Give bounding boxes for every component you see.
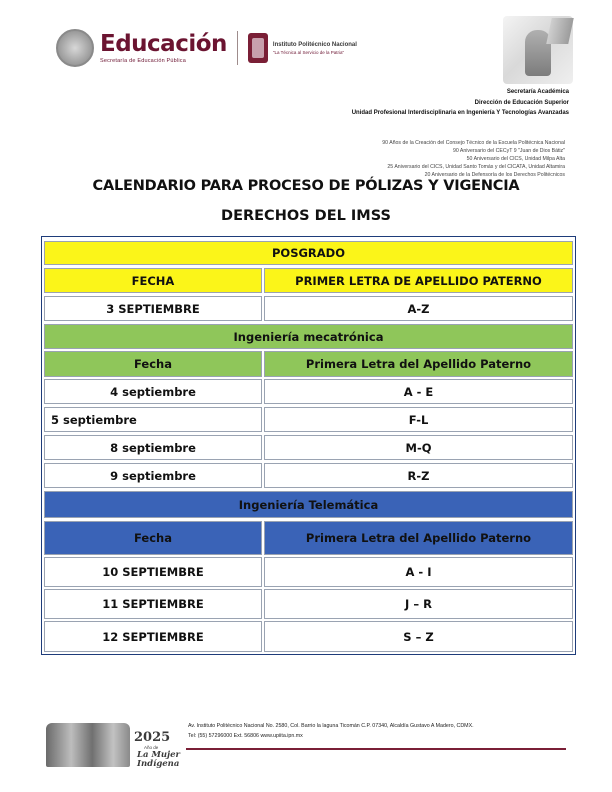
footer-mujer-indigena — [137, 751, 180, 769]
column-header-date: Fecha — [44, 351, 262, 377]
institution-line: Secretaría Académica — [506, 89, 569, 95]
institution-line: Dirección de Educación Superior — [474, 99, 569, 106]
column-header-letter: Primera Letra del Apellido Paterno — [264, 521, 573, 555]
letter-range-cell: A - I — [264, 557, 573, 587]
footer-rule — [186, 748, 566, 750]
logo-divider — [237, 31, 238, 65]
date-cell: 8 septiembre — [44, 435, 262, 460]
ipn-logo-text — [273, 42, 357, 55]
column-header-date: FECHA — [44, 268, 262, 293]
anniversary-line: 25 Aniversario del CICS, Unidad Santo Tomás y del CICATA, Unidad Altamira — [387, 164, 565, 170]
section-heading-mecatronica: Ingeniería mecatrónica — [44, 324, 573, 349]
letter-range-cell: A-Z — [264, 296, 573, 321]
anniversary-line: 90 Años de la Creación del Consejo Técnico de la Escuela Politécnica Nacional — [382, 140, 565, 146]
footer-year: 2025 — [134, 730, 171, 745]
ipn-logo-icon — [248, 33, 268, 63]
footer-mujer-line: La Mujer — [137, 750, 180, 760]
sep-logo — [100, 32, 227, 64]
letter-range-cell: F-L — [264, 407, 573, 432]
letter-range-cell: M-Q — [264, 435, 573, 460]
date-cell: 4 septiembre — [44, 379, 262, 404]
institution-block — [352, 87, 569, 119]
section-heading-telematica: Ingeniería Telemática — [44, 491, 573, 518]
section-heading-posgrado: POSGRADO — [44, 241, 573, 265]
date-cell: 9 septiembre — [44, 463, 262, 488]
column-header-date: Fecha — [44, 521, 262, 555]
letter-range-cell: R-Z — [264, 463, 573, 488]
sep-seal-icon — [56, 29, 94, 67]
column-header-letter: Primera Letra del Apellido Paterno — [264, 351, 573, 377]
letter-range-cell: J – R — [264, 589, 573, 619]
header-logos — [56, 26, 357, 70]
ipn-name: Instituto Politécnico Nacional — [272, 41, 357, 48]
document-title-line2: DERECHOS DEL IMSS — [221, 208, 391, 224]
flag-statue-image — [503, 16, 573, 84]
letter-range-cell: S – Z — [264, 621, 573, 652]
anniversary-line: 20 Aniversario de la Defensoría de los Derechos Politécnicos — [424, 172, 565, 178]
calendar-table — [41, 236, 576, 655]
anniversaries-block — [382, 139, 565, 179]
document-title-line1: CALENDARIO PARA PROCESO DE PÓLIZAS Y VIGENCIA — [92, 178, 520, 194]
date-cell: 3 SEPTIEMBRE — [44, 296, 262, 321]
footer-mujer-line: Indígena — [137, 759, 180, 769]
footer-phone: Tel: (55) 57296000 Ext. 56806 www.upiita.ipn.mx — [188, 733, 303, 739]
date-cell: 5 septiembre — [44, 407, 262, 432]
education-title: Educación — [100, 31, 227, 57]
footer-contact — [188, 721, 474, 741]
institution-line: Unidad Profesional Interdisciplinaria en Ingeniería Y Tecnologías Avanzadas — [351, 110, 569, 116]
column-header-letter: PRIMER LETRA DE APELLIDO PATERNO — [264, 268, 573, 293]
footer-anio-label: Año de — [144, 745, 159, 750]
education-subtitle: Secretaría de Educación Pública — [100, 58, 186, 64]
footer-address: Av. Instituto Politécnico Nacional No. 2580, Col. Barrio la laguna Ticomán C.P. 07340, Alcaldía Gustavo A Madero, CDMX. — [188, 723, 474, 729]
date-cell: 12 SEPTIEMBRE — [44, 621, 262, 652]
anniversary-line: 50 Aniversario del CICS, Unidad Milpa Alta — [466, 156, 565, 162]
ipn-motto: "La Técnica al Servicio de la Patria" — [272, 49, 345, 55]
date-cell: 11 SEPTIEMBRE — [44, 589, 262, 619]
letter-range-cell: A - E — [264, 379, 573, 404]
indigenous-women-image — [46, 723, 130, 767]
anniversary-line: 90 Aniversario del CECyT 9 "Juan de Dios Bátiz" — [452, 148, 565, 154]
date-cell: 10 SEPTIEMBRE — [44, 557, 262, 587]
